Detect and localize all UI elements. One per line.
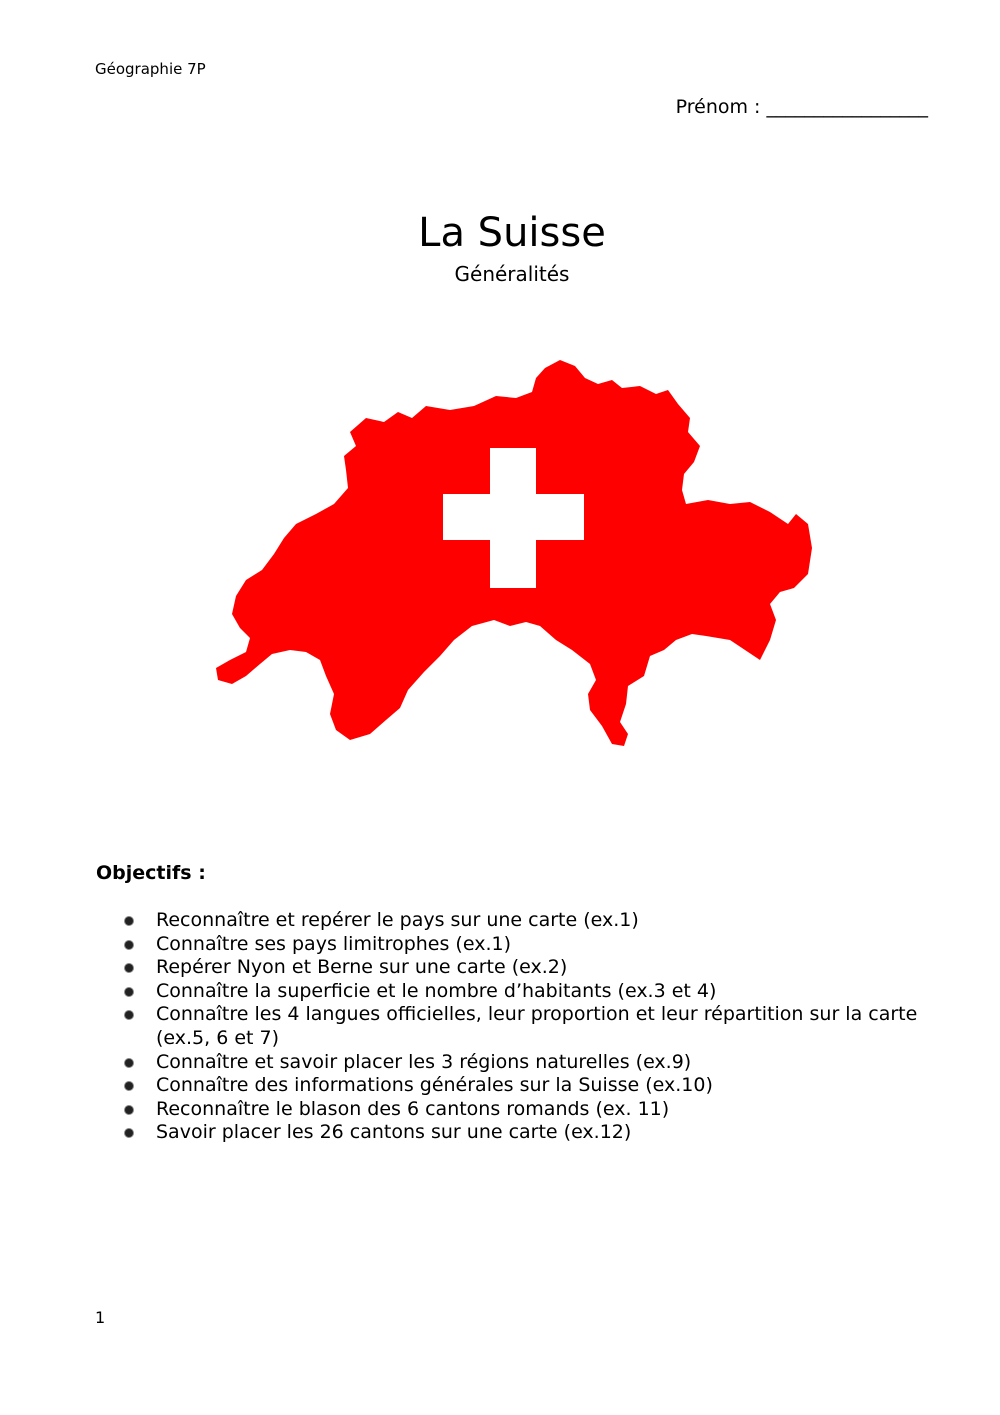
list-item-text: Reconnaître le blason des 6 cantons romands (ex. 11) (156, 1097, 670, 1120)
bullet-icon (125, 988, 133, 996)
bullet-icon (125, 1059, 133, 1067)
list-item (156, 1121, 926, 1145)
list-item-text: Connaître et savoir placer les 3 régions naturelles (ex.9) (156, 1050, 692, 1073)
list-item (156, 1051, 926, 1075)
bullet-icon (125, 1011, 133, 1019)
page-number: 1 (95, 1308, 106, 1327)
switzerland-flag-map (210, 350, 820, 750)
list-item-text: Connaître des informations générales sur la Suisse (ex.10) (156, 1074, 713, 1097)
bullet-icon (125, 1082, 133, 1090)
objectives-heading: Objectifs : (96, 862, 206, 884)
list-item (156, 956, 926, 980)
objectives-list (156, 909, 926, 1145)
list-item-text: Connaître les 4 langues officielles, leur proportion et leur répartition sur la carte (ex.5, 6 et 7) (156, 1003, 918, 1049)
page-title: La Suisse (418, 210, 606, 256)
list-item (156, 1003, 926, 1050)
bullet-icon (125, 941, 133, 949)
list-item-text: Savoir placer les 26 cantons sur une carte (ex.12) (156, 1121, 632, 1144)
list-item-text: Reconnaître et repérer le pays sur une carte (ex.1) (156, 909, 639, 931)
list-item (156, 1074, 926, 1098)
bullet-icon (125, 964, 133, 972)
name-field: Prénom : _________________ (675, 96, 928, 118)
bullet-icon (125, 917, 133, 925)
list-item (156, 980, 926, 1004)
list-item-text: Connaître la superficie et le nombre d’habitants (ex.3 et 4) (156, 979, 717, 1002)
list-item (156, 1098, 926, 1122)
course-label: Géographie 7P (95, 60, 206, 78)
list-item (156, 909, 926, 933)
bullet-icon (125, 1106, 133, 1114)
list-item-text: Repérer Nyon et Berne sur une carte (ex.2) (156, 956, 568, 979)
list-item (156, 933, 926, 957)
page-subtitle: Généralités (454, 262, 570, 286)
bullet-icon (125, 1129, 133, 1137)
list-item-text: Connaître ses pays limitrophes (ex.1) (156, 932, 511, 955)
